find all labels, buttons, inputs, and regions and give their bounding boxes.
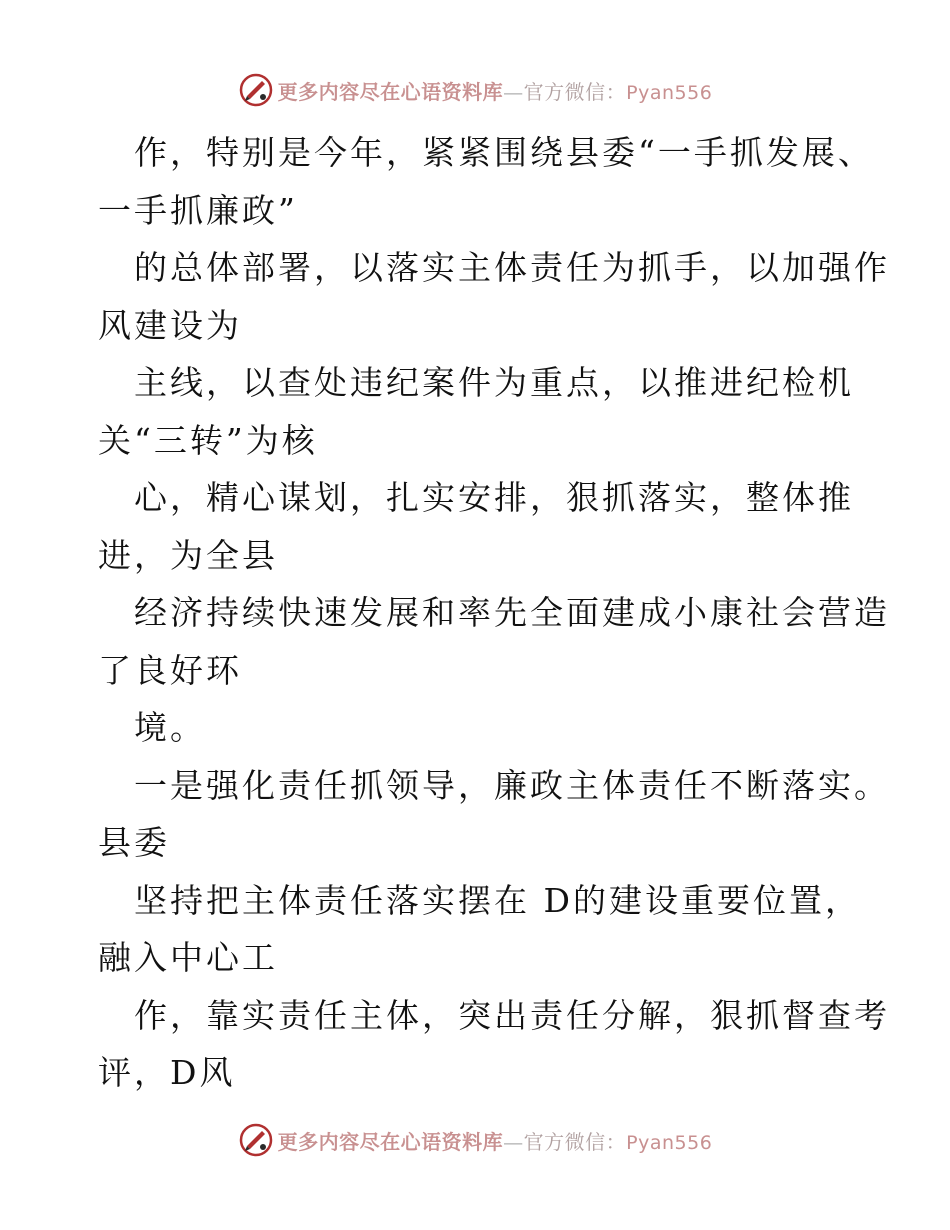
text-line: 融入中心工: [98, 938, 278, 977]
watermark-handle: Pyan556: [626, 81, 713, 104]
watermark-wechat-label: 官方微信：: [523, 1129, 627, 1154]
text-line: 风建设为: [98, 305, 242, 345]
text-line: 县委: [98, 823, 170, 862]
text-line: 进，为全县: [98, 535, 278, 575]
text-line: 主线，以查处违纪案件为重点，以推进纪检机: [134, 363, 854, 402]
watermark-text: [278, 1126, 713, 1155]
watermark-site-name: 更多内容尽在心语资料库: [277, 79, 504, 104]
watermark-dash: —: [503, 1129, 524, 1154]
text-line: 心，精心谋划，扎实安排，狠抓落实，整体推: [134, 478, 854, 517]
watermark-dash: —: [503, 79, 524, 104]
text-line: 作，特别是今年，紧紧围绕县委“一手抓发展、: [134, 133, 874, 172]
text-line: 了良好环: [98, 650, 242, 690]
text-line: 评，D风: [98, 1053, 236, 1092]
text-line: 的总体部署，以落实主体责任为抓手，以加强作: [134, 248, 890, 287]
header-watermark: [0, 70, 950, 110]
footer-watermark: [0, 1120, 950, 1160]
watermark-handle: Pyan556: [626, 1131, 713, 1154]
brand-logo-icon: [238, 1122, 274, 1158]
watermark-site-name: 更多内容尽在心语资料库: [277, 1129, 504, 1154]
text-line: 境。: [134, 708, 206, 747]
text-line: 一手抓廉政”: [98, 190, 298, 230]
text-line: 作，靠实责任主体，突出责任分解，狠抓督查考: [134, 995, 890, 1035]
text-line: 一是强化责任抓领导，廉政主体责任不断落实。: [134, 765, 890, 805]
document-body: [98, 124, 888, 1102]
watermark-wechat-label: 官方微信：: [523, 79, 627, 104]
text-line: 坚持把主体责任落实摆在 D的建设重要位置，: [134, 880, 861, 920]
watermark-text: [278, 76, 713, 105]
text-line: 经济持续快速发展和率先全面建成小康社会营造: [134, 593, 890, 632]
text-line: 关“三转”为核: [98, 420, 318, 460]
brand-logo-icon: [238, 72, 274, 108]
